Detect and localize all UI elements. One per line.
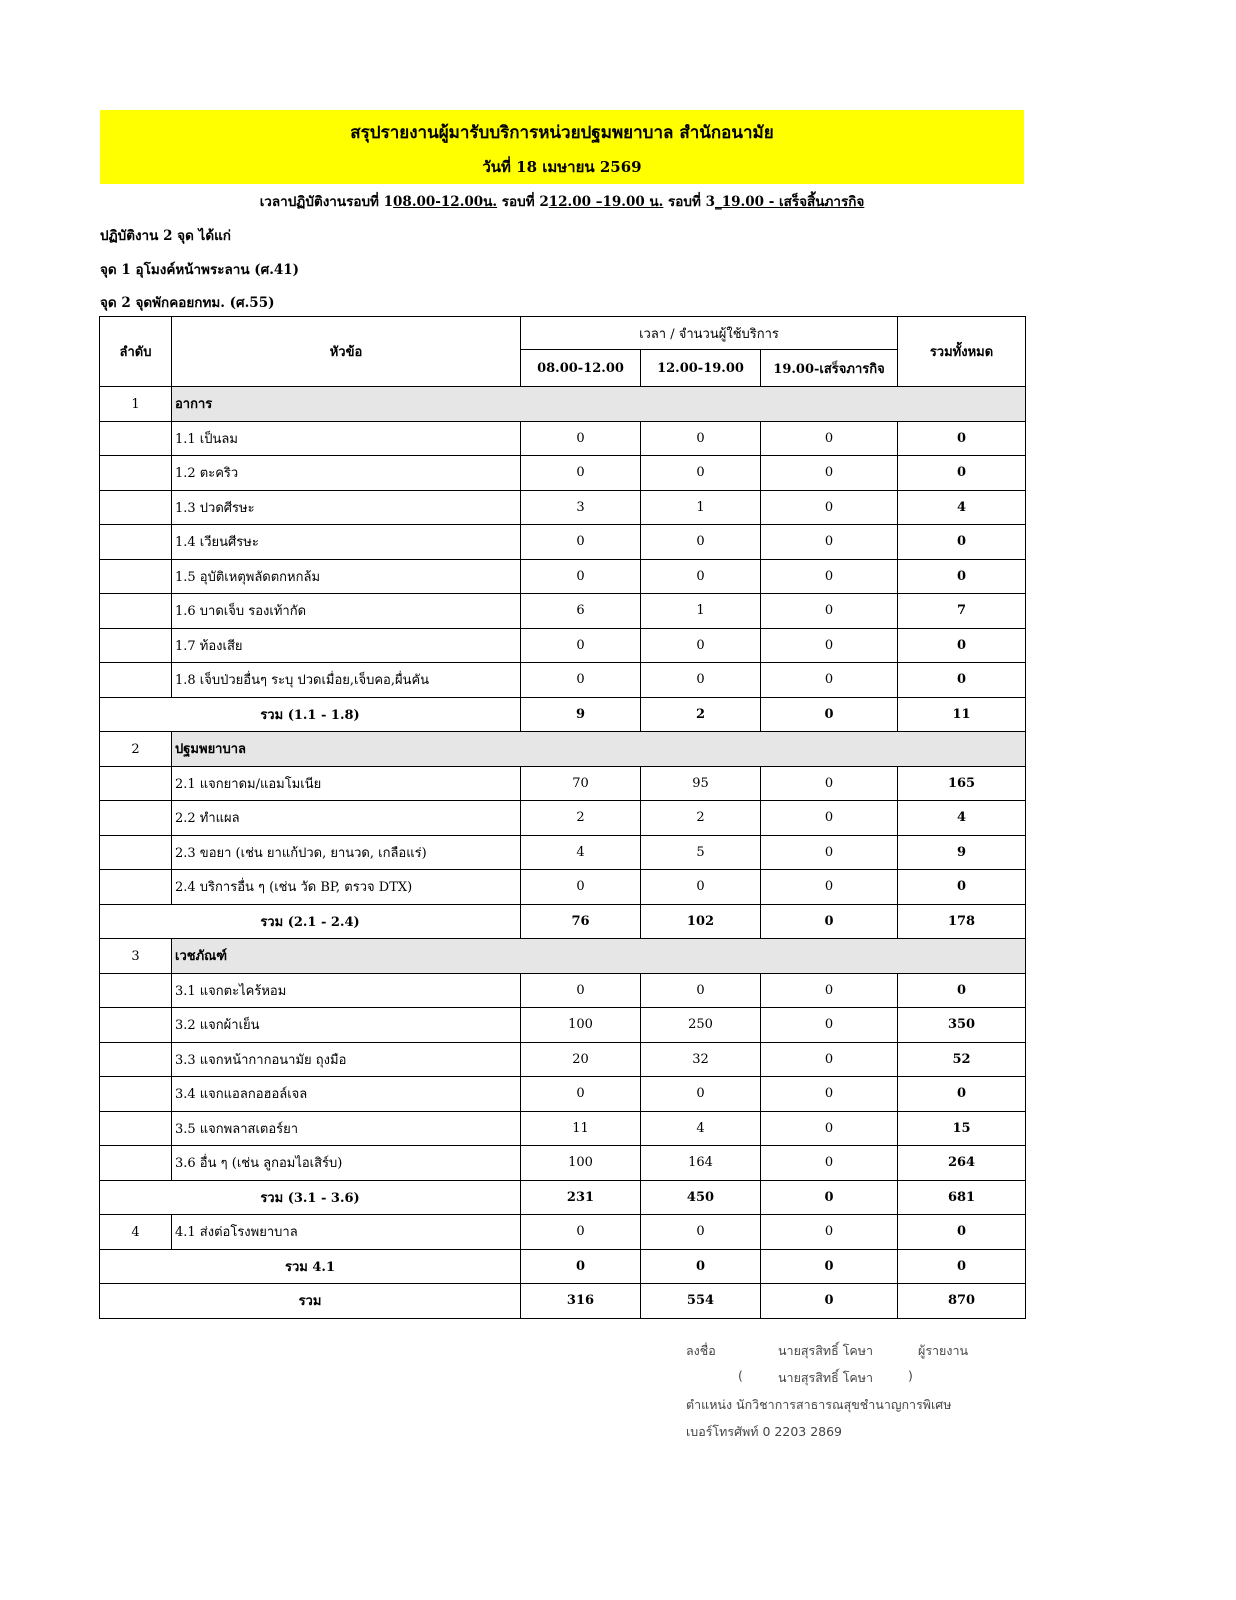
subtotal-row [100,1249,1026,1284]
subtotal-t1: 0 [521,1249,641,1284]
value-t2: 0 [641,1215,761,1250]
row-seq-span [100,421,172,456]
row-seq-span [100,490,172,525]
value-total: 0 [898,456,1026,491]
value-t3: 0 [761,1008,898,1043]
schedule-round3: _19.00 - เสร็จสิ้นภารกิจ [714,194,865,210]
row-seq-span [100,766,172,801]
value-t3: 0 [761,1111,898,1146]
value-t2: 0 [641,559,761,594]
subtotal-label: รวม 4.1 [100,1249,521,1284]
subtotal-t2: 0 [641,1249,761,1284]
grand-total-label: รวม [100,1284,521,1319]
header-seq: ลำดับ [100,317,172,387]
item-label: 1.8 เจ็บป่วยอื่นๆ ระบุ ปวดเมื่อย,เจ็บคอ,ผื่นคัน [172,663,521,698]
subtotal-t3: 0 [761,1249,898,1284]
value-t3: 0 [761,1042,898,1077]
subtotal-t3: 0 [761,1180,898,1215]
value-total: 9 [898,835,1026,870]
grand-total-total: 870 [898,1284,1026,1319]
value-total: 350 [898,1008,1026,1043]
table-row [100,801,1026,836]
schedule-round1: 08.00-12.00น. [393,194,498,210]
subtotal-t2: 2 [641,697,761,732]
value-t2: 250 [641,1008,761,1043]
row-seq-span [100,1111,172,1146]
subtotal-row [100,904,1026,939]
value-t3: 0 [761,559,898,594]
report-title: สรุปรายงานผู้มารับบริการหน่วยปฐมพยาบาล สำนักอนามัย [350,123,774,143]
item-label: 3.5 แจกพลาสเตอร์ยา [172,1111,521,1146]
value-t1: 0 [521,525,641,560]
category-label: อาการ [172,387,1026,422]
grand-total-t1: 316 [521,1284,641,1319]
header-t3: 19.00-เสร็จภารกิจ [761,350,898,387]
value-total: 264 [898,1146,1026,1181]
subtotal-t1: 9 [521,697,641,732]
value-total: 7 [898,594,1026,629]
value-t3: 0 [761,628,898,663]
value-t3: 0 [761,870,898,905]
value-t1: 70 [521,766,641,801]
value-t2: 0 [641,421,761,456]
value-t1: 11 [521,1111,641,1146]
row-seq-span [100,1042,172,1077]
reporter-name: นายสุรสิทธิ์ โคษา [778,1343,874,1358]
value-t1: 0 [521,663,641,698]
subtotal-t2: 450 [641,1180,761,1215]
value-t1: 0 [521,628,641,663]
item-label: 1.1 เป็นลม [172,421,521,456]
item-label: 2.4 บริการอื่น ๆ (เช่น วัด BP, ตรวจ DTX) [172,870,521,905]
row-seq: 1 [100,387,172,422]
row-seq-span [100,973,172,1008]
row-seq-span [100,628,172,663]
table-row [100,525,1026,560]
schedule-mid2: รอบที่ 3 [663,194,715,210]
value-total: 0 [898,628,1026,663]
subtotal-label: รวม (3.1 - 3.6) [100,1180,521,1215]
schedule-prefix: เวลาปฏิบัติงานรอบที่ 1 [259,194,394,210]
value-t3: 0 [761,1146,898,1181]
subtotal-total: 11 [898,697,1026,732]
header-topic: หัวข้อ [172,317,521,387]
item-label: 3.2 แจกผ้าเย็น [172,1008,521,1043]
row-seq-span [100,559,172,594]
row-seq: 2 [100,732,172,767]
report-table [99,316,1026,1319]
value-t3: 0 [761,835,898,870]
value-t3: 0 [761,766,898,801]
category-row [100,939,1026,974]
value-t3: 0 [761,456,898,491]
value-t2: 1 [641,594,761,629]
value-t3: 0 [761,594,898,629]
value-t1: 20 [521,1042,641,1077]
category-row [100,732,1026,767]
row-seq-span [100,594,172,629]
value-total: 0 [898,870,1026,905]
value-t1: 2 [521,801,641,836]
subtotal-label: รวม (2.1 - 2.4) [100,904,521,939]
sign-label: ลงชื่อ [686,1343,716,1358]
item-label: 2.3 ขอยา (เช่น ยาแก้ปวด, ยานวด, เกลือแร่) [172,835,521,870]
subtotal-row [100,1180,1026,1215]
schedule-mid1: รอบที่ 2 [497,194,549,210]
header-time-group: เวลา / จำนวนผู้ใช้บริการ [521,317,898,350]
reporter-phone: เบอร์โทรศัพท์ 0 2203 2869 [686,1424,843,1439]
value-total: 0 [898,421,1026,456]
item-label: 1.3 ปวดศีรษะ [172,490,521,525]
value-t2: 0 [641,663,761,698]
grand-total-row [100,1284,1026,1319]
item-label: 1.4 เวียนศีรษะ [172,525,521,560]
item-label: 2.2 ทำแผล [172,801,521,836]
table-row [100,559,1026,594]
subtotal-total: 681 [898,1180,1026,1215]
row-seq-span [100,1146,172,1181]
report-body [100,387,1026,1319]
value-t2: 0 [641,525,761,560]
value-t2: 164 [641,1146,761,1181]
table-row [100,973,1026,1008]
grand-total-t2: 554 [641,1284,761,1319]
reporter-position: ตำแหน่ง นักวิชาการสาธารณสุขชำนาญการพิเศษ [686,1397,952,1412]
value-t3: 0 [761,973,898,1008]
value-total: 165 [898,766,1026,801]
value-t1: 0 [521,1077,641,1112]
value-t2: 95 [641,766,761,801]
row-seq-span [100,1077,172,1112]
value-t1: 0 [521,870,641,905]
subtotal-total: 0 [898,1249,1026,1284]
value-t1: 0 [521,973,641,1008]
header-t2: 12.00-19.00 [641,350,761,387]
value-t1: 3 [521,490,641,525]
table-row [100,456,1026,491]
table-row [100,835,1026,870]
value-t3: 0 [761,801,898,836]
row-seq-span [100,801,172,836]
item-label: 4.1 ส่งต่อโรงพยาบาล [172,1215,521,1250]
table-row [100,1146,1026,1181]
value-total: 15 [898,1111,1026,1146]
value-t2: 2 [641,801,761,836]
header-total: รวมทั้งหมด [898,317,1026,387]
item-label: 1.6 บาดเจ็บ รองเท้ากัด [172,594,521,629]
value-t2: 0 [641,628,761,663]
table-row [100,1077,1026,1112]
subtotal-row [100,697,1026,732]
point-1: จุด 1 อุโมงค์หน้าพระลาน (ศ.41) [100,262,300,278]
subtotal-t1: 231 [521,1180,641,1215]
item-label: 1.7 ท้องเสีย [172,628,521,663]
subtotal-t3: 0 [761,697,898,732]
value-t3: 0 [761,1215,898,1250]
table-row [100,663,1026,698]
value-t2: 0 [641,870,761,905]
value-t2: 32 [641,1042,761,1077]
value-total: 0 [898,559,1026,594]
value-t3: 0 [761,525,898,560]
item-label: 3.6 อื่น ๆ (เช่น ลูกอมไอเสิร์บ) [172,1146,521,1181]
item-label: 3.4 แจกแอลกอฮอล์เจล [172,1077,521,1112]
subtotal-label: รวม (1.1 - 1.8) [100,697,521,732]
value-t1: 0 [521,1215,641,1250]
point-2: จุด 2 จุดพักคอยกทม. (ศ.55) [100,295,275,311]
title-banner [100,110,1024,184]
value-t2: 0 [641,973,761,1008]
item-label: 1.5 อุบัติเหตุพลัดตกหกล้ม [172,559,521,594]
row-seq-span [100,1008,172,1043]
value-t2: 0 [641,1077,761,1112]
table-row [100,1215,1026,1250]
table-row [100,870,1026,905]
subtotal-t1: 76 [521,904,641,939]
table-row [100,1008,1026,1043]
row-seq-span [100,663,172,698]
value-total: 0 [898,1215,1026,1250]
table-row [100,421,1026,456]
value-total: 4 [898,801,1026,836]
value-t3: 0 [761,490,898,525]
value-t1: 4 [521,835,641,870]
value-t2: 0 [641,456,761,491]
table-row [100,628,1026,663]
row-seq: 4 [100,1215,172,1250]
reporter-name-paren: นายสุรสิทธิ์ โคษา [778,1370,874,1385]
subtotal-t2: 102 [641,904,761,939]
table-row [100,1042,1026,1077]
item-label: 3.1 แจกตะไคร้หอม [172,973,521,1008]
schedule-round2: 12.00 –19.00 น. [548,194,664,210]
paren-close: ) [908,1368,913,1383]
value-t1: 100 [521,1008,641,1043]
grand-total-t3: 0 [761,1284,898,1319]
value-t1: 6 [521,594,641,629]
table-row [100,766,1026,801]
row-seq-span [100,870,172,905]
item-label: 1.2 ตะคริว [172,456,521,491]
item-label: 3.3 แจกหน้ากากอนามัย ถุงมือ [172,1042,521,1077]
row-seq-span [100,525,172,560]
value-t1: 0 [521,456,641,491]
row-seq-span [100,835,172,870]
category-label: เวชภัณฑ์ [172,939,1026,974]
schedule-line [100,190,1024,212]
row-seq-span [100,456,172,491]
value-t2: 1 [641,490,761,525]
value-total: 0 [898,973,1026,1008]
row-seq: 3 [100,939,172,974]
subtotal-t3: 0 [761,904,898,939]
table-row [100,594,1026,629]
value-t2: 5 [641,835,761,870]
value-t3: 0 [761,1077,898,1112]
paren-open: ( [738,1368,743,1383]
value-total: 52 [898,1042,1026,1077]
table-row [100,490,1026,525]
value-t1: 100 [521,1146,641,1181]
value-t3: 0 [761,421,898,456]
table-row [100,1111,1026,1146]
value-t1: 0 [521,559,641,594]
header-t1: 08.00-12.00 [521,350,641,387]
category-row [100,387,1026,422]
value-total: 0 [898,525,1026,560]
value-total: 0 [898,1077,1026,1112]
category-label: ปฐมพยาบาล [172,732,1026,767]
item-label: 2.1 แจกยาดม/แอมโมเนีย [172,766,521,801]
value-total: 4 [898,490,1026,525]
subtotal-total: 178 [898,904,1026,939]
reporter-role: ผู้รายงาน [918,1343,969,1358]
value-t3: 0 [761,663,898,698]
value-t2: 4 [641,1111,761,1146]
points-intro: ปฏิบัติงาน 2 จุด ได้แก่ [100,228,231,244]
value-t1: 0 [521,421,641,456]
report-date: วันที่ 18 เมษายน 2569 [482,158,642,176]
value-total: 0 [898,663,1026,698]
